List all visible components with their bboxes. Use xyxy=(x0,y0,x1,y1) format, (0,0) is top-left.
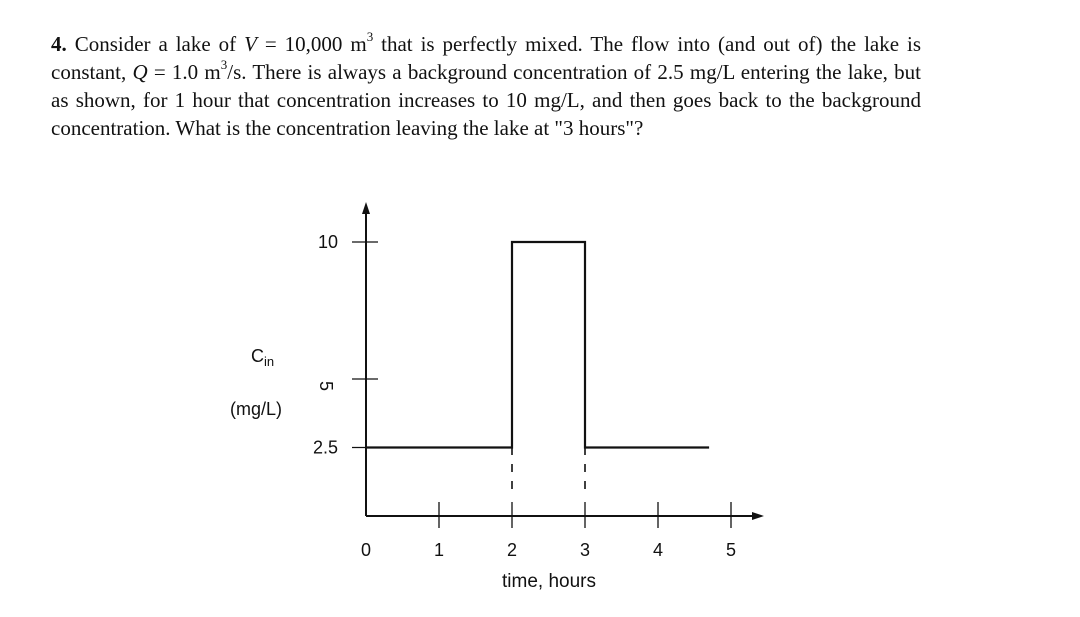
x-tick-label: 2 xyxy=(506,540,518,560)
series-group xyxy=(366,242,709,448)
problem-text-3: that is perfectly mixed. The flow into (and out of) the lake is constant, xyxy=(51,32,922,84)
dashed-guides xyxy=(512,260,585,494)
y-axis-label-unit: (mg/L) xyxy=(230,399,283,419)
x-tick-label: 4 xyxy=(652,540,664,560)
problem-text-4: = 1.0 m xyxy=(147,60,221,84)
problem-number: 4. xyxy=(51,32,67,56)
cube-superscript-1: 3 xyxy=(366,29,374,44)
x-tick-label: 0 xyxy=(360,540,372,560)
problem-text-2: = 10,000 m xyxy=(256,32,367,56)
y-tick-label: 5 xyxy=(316,380,336,391)
series-line xyxy=(366,242,709,448)
y-axis-arrow-icon xyxy=(362,202,370,214)
problem-text-1: Consider a lake of xyxy=(66,32,245,56)
y-tick-label: 2.5 xyxy=(312,437,338,458)
axis-ticks xyxy=(313,232,736,560)
y-tick-label: 10 xyxy=(317,232,338,252)
flow-symbol: Q xyxy=(132,60,148,84)
y-axis-label-main: $C_{in}$ xyxy=(251,346,275,369)
x-tick-label: 5 xyxy=(725,540,737,560)
x-tick-label: 1 xyxy=(433,540,445,560)
problem-text-5: /s. There is always a background concentration of 2.5 mg/L entering the lake, but as shown, for 1 hour that concentration increases to 10 mg/L, and then goes back to the background concentration. What is the concentration leaving the lake at "3 hours"? xyxy=(51,60,921,140)
cube-superscript-2: 3 xyxy=(220,57,228,72)
x-axis-label: time, hours xyxy=(502,571,596,592)
x-tick-label: 3 xyxy=(579,540,591,560)
x-axis-arrow-icon xyxy=(752,512,764,520)
volume-symbol: V xyxy=(244,32,257,56)
